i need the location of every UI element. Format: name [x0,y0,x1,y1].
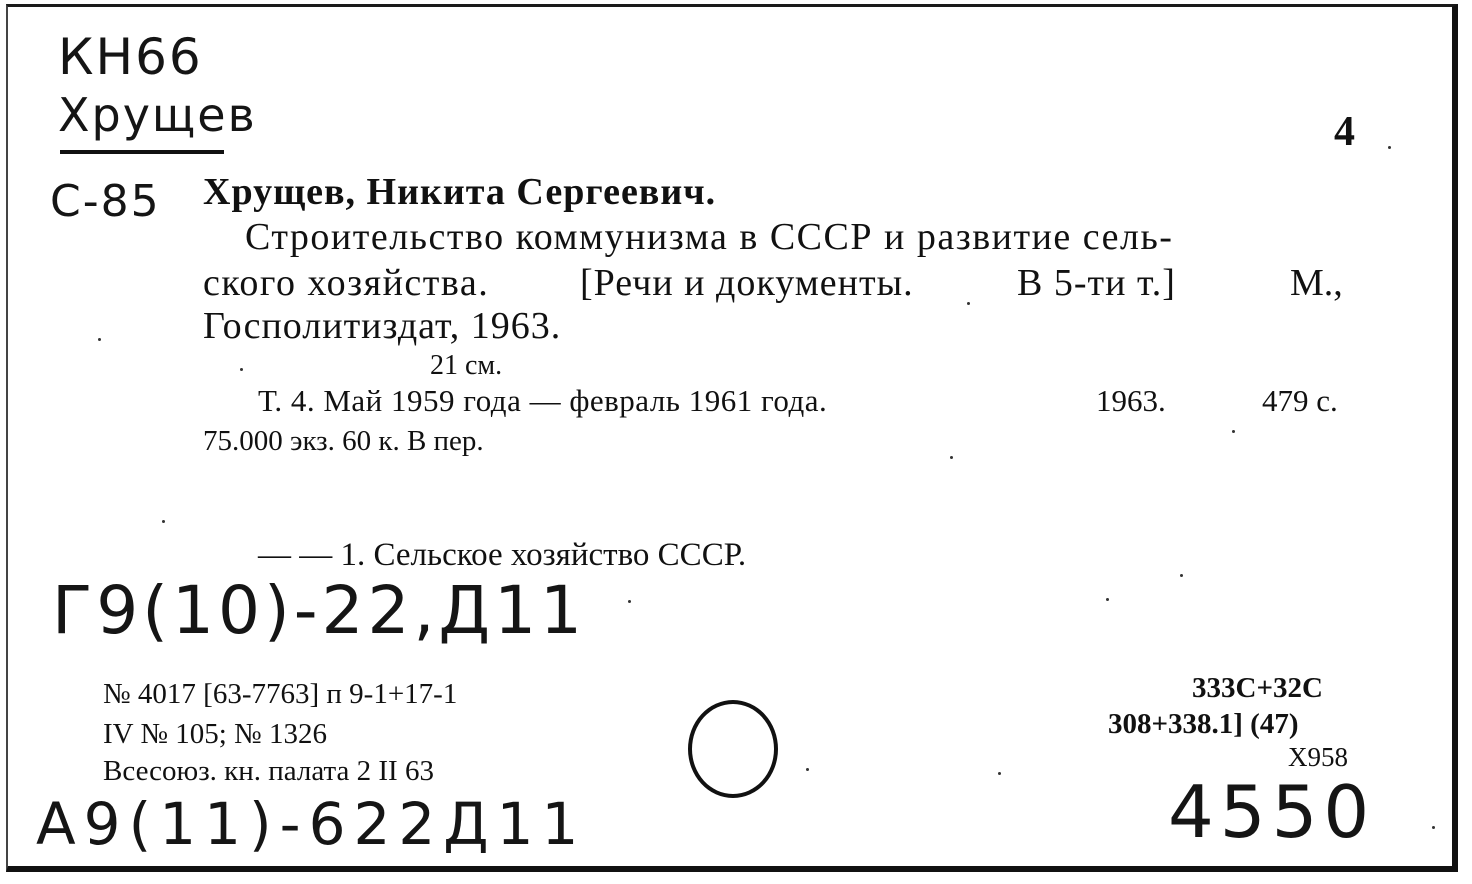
title-line-2d: М., [1290,262,1343,304]
handwritten-code: КН66 [58,28,203,86]
title-line-2b: [Речи и документы. [580,262,914,304]
speck [1106,598,1109,601]
volume-line-c: 479 с. [1262,383,1338,418]
drawn-circle [688,700,778,798]
handwritten-number: 4550 [1168,770,1376,854]
speck [967,302,970,305]
speck [98,338,101,341]
title-line-2a: ского хозяйства. [203,262,490,304]
speck [628,600,631,603]
size-line: 21 см. [430,350,503,381]
classification-line-3: Х958 [1288,742,1348,772]
registry-line-2: IV № 105; № 1326 [103,718,327,750]
handwritten-class-mark-1: Г9(10)-22,Д11 [52,572,587,649]
classification-line-1: 333С+32С [1192,672,1323,704]
classification-line-2: 308+338.1] (47) [1108,708,1299,740]
edition-line: 75.000 экз. 60 к. В пер. [203,425,484,457]
volume-line-a: Т. 4. Май 1959 года — февраль 1961 года. [258,383,828,418]
title-line-1: Строительство коммунизма в СССР и развитие сель- [245,216,1174,258]
handwritten-surname: Хрущев [58,88,257,142]
title-line-3: Госполитиздат, 1963. [203,305,562,347]
speck [1232,430,1235,433]
volume-line-b: 1963. [1096,383,1166,418]
registry-line-1: № 4017 [63-7763] п 9-1+17-1 [103,678,458,710]
speck [806,768,809,771]
handwritten-author-mark: С-85 [50,176,161,227]
author-heading: Хрущев, Никита Сергеевич. [203,171,717,213]
registry-line-3: Всесоюз. кн. палата 2 II 63 [103,755,434,787]
speck [998,772,1001,775]
speck [1432,826,1435,829]
volume-number: 4 [1334,109,1355,155]
title-line-2c: В 5-ти т.] [1017,262,1176,304]
handwritten-class-mark-2: А9(11)-622Д11 [36,790,587,858]
speck [1180,574,1183,577]
surname-underline [60,150,224,154]
subject-heading: — — 1. Сельское хозяйство СССР. [258,537,747,573]
speck [162,520,165,523]
speck [1388,146,1391,149]
speck [950,456,953,459]
speck [240,368,243,371]
